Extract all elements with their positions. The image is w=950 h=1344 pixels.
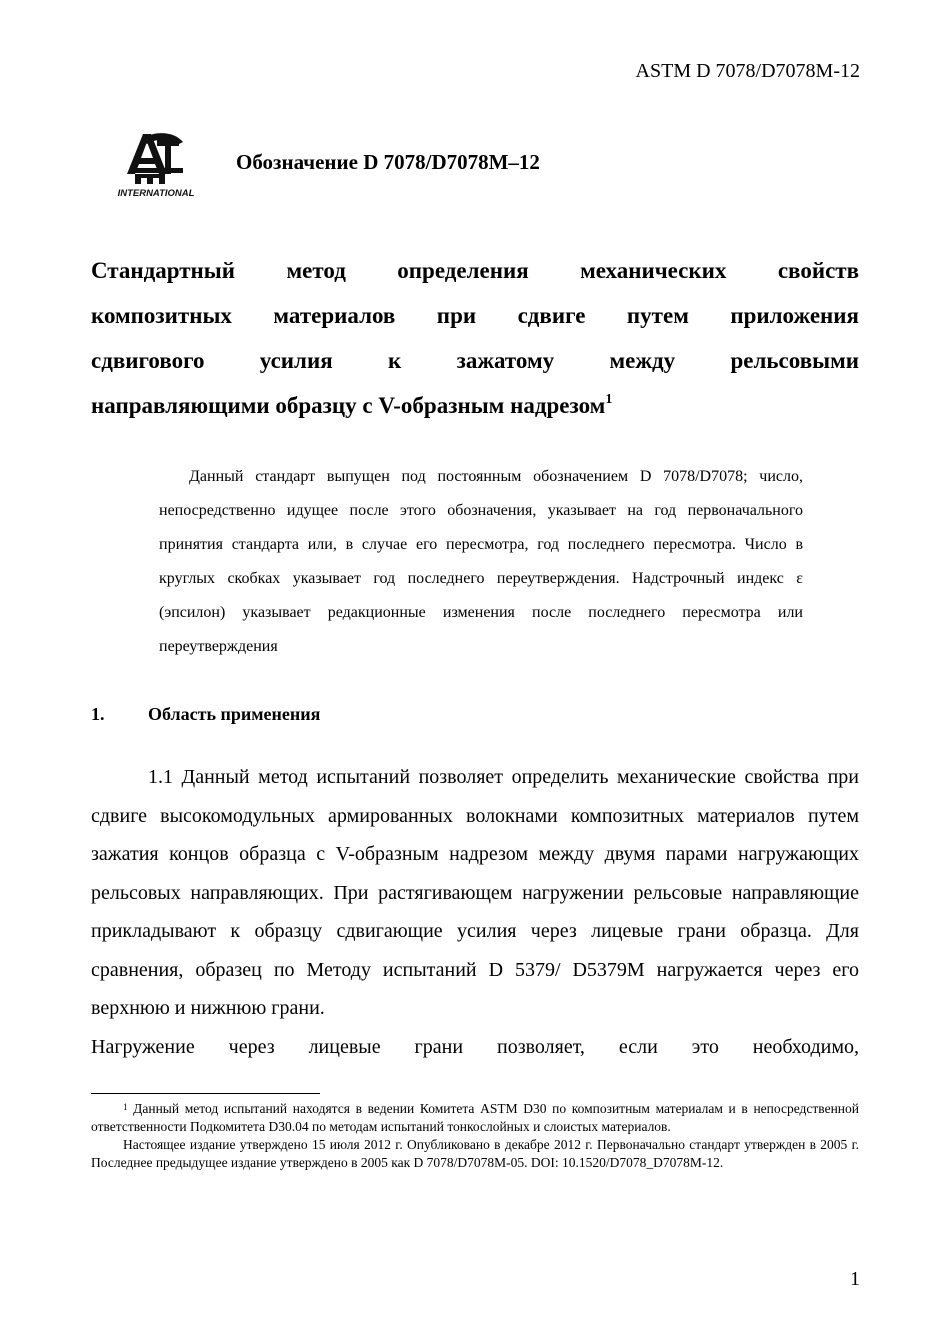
title-line-4 (91, 383, 859, 428)
standard-notice: Данный стандарт выпущен под постоянным обозначением D 7078/D7078; число, непосредственно идущее после этого обозначения, указывает на год первоначального принятия стандарта или, в случае его пересмотра, год последнего пересмотра. Число в круглых скобках указывает год последнего переутверждения. Надстрочный индекс ε (эпсилон) указывает редакционные изменения после последнего пересмотра или переутверждения (159, 468, 803, 655)
designation-heading: Обозначение D 7078/D7078M–12 (236, 150, 540, 174)
title-line-3: сдвигового усилия к зажатому между рельсовыми (91, 348, 859, 373)
title-line-4-text: направляющими образцу с V-образным надрезом (91, 393, 606, 418)
section-heading (91, 704, 320, 725)
title-footnote-mark: 1 (605, 392, 613, 407)
footnote-2: Настоящее издание утверждено 15 июля 2012 г. Опубликовано в декабре 2012 г. Первоначально стандарт утвержден в 2005 г. Последнее предыдущее издание утверждено в 2005 как D 7078/D7078M-05. DOI: 10.1520/D7078_D7078M-12. (91, 1137, 859, 1170)
footnote-divider (91, 1093, 320, 1094)
astm-logo-icon (113, 128, 197, 200)
astm-logo (113, 128, 197, 200)
title-line-1: Стандартный метод определения механических свойств (91, 258, 859, 283)
footnote-1-text: Данный метод испытаний находятся в ведении Комитета ASTM D30 по композитным материалам и в непосредственной ответственности Подкомитета D30.04 по методам испытаний тонкослойных и слоистых материалов. (91, 1101, 860, 1134)
title-line-2: композитных материалов при сдвиге путем приложения (91, 303, 859, 328)
section-number: 1. (91, 704, 105, 724)
body-paragraph: 1.1 Данный метод испытаний позволяет определить механические свойства при сдвиге высокомодульных армированных волокнами композитных материалов путем зажатия концов образца с V-образным надрезом между двумя парами нагружающих рельсовых направляющих. При растягивающем нагружении рельсовые направляющие прикладывают к образцу сдвигающие усилия через лицевые грани образца. Для сравнения, образец по Методу испытаний D 5379/ D5379M нагружается через его верхнюю и нижнюю грани. (91, 766, 859, 1019)
footnote-mark: 1 (123, 1102, 128, 1112)
document-title (91, 248, 859, 428)
footnotes (91, 1100, 859, 1172)
section-title: Область применения (148, 704, 321, 724)
running-head: ASTM D 7078/D7078M-12 (635, 60, 860, 82)
footnote-1 (91, 1100, 859, 1136)
logo-caption: INTERNATIONAL (117, 188, 195, 199)
page-number: 1 (850, 1268, 860, 1290)
body-last-line: Нагружение через лицевые грани позволяет, если это необходимо, (91, 1035, 859, 1058)
body-text (91, 758, 859, 1066)
